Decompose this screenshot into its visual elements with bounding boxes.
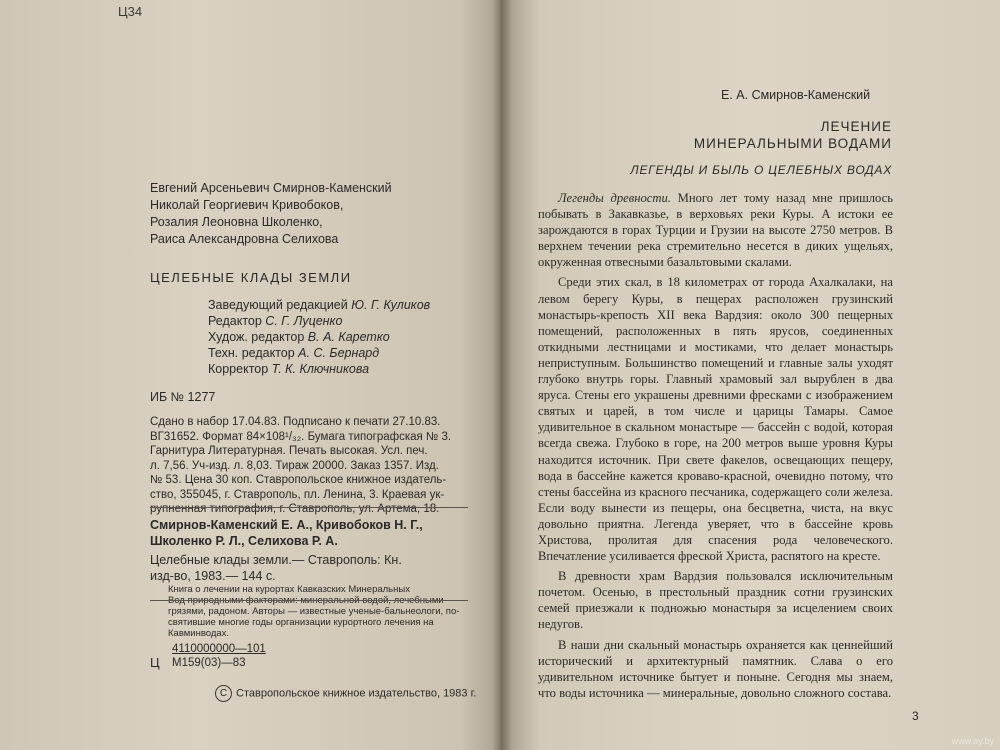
- imprint-line: № 53. Цена 30 коп. Ставропольское книжное издатель-: [150, 474, 447, 486]
- catalog-authors: [150, 517, 423, 549]
- chapter-heading: [694, 118, 892, 152]
- ib-number: ИБ № 1277: [150, 390, 216, 404]
- index-code-top: 4110000000—101: [172, 643, 266, 655]
- credit-line: [208, 345, 430, 361]
- chapter-heading-line: ЛЕЧЕНИЕ: [820, 119, 892, 134]
- author-line: Раиса Александровна Селихова: [150, 232, 339, 246]
- corner-mark: Ц34: [118, 4, 143, 19]
- index-code: [172, 642, 266, 670]
- page-number: 3: [912, 709, 919, 723]
- copyright-text: Ставропольское книжное издательство, 1983 г.: [236, 687, 477, 700]
- catalog-title-line: Целебные клады земли.— Ставрополь: Кн.: [150, 553, 402, 567]
- credit-line: [208, 329, 430, 345]
- watermark: www.ay.by: [951, 736, 994, 746]
- annotation-line: Вод природными факторами: минеральной водой, лечебными: [168, 595, 444, 606]
- annotation-block: [168, 584, 459, 639]
- credit-line: [208, 313, 430, 329]
- imprint-line: рупненная типография, г. Ставрополь, ул. Артема, 18.: [150, 503, 440, 515]
- credit-name: С. Г. Луценко: [265, 314, 343, 328]
- annotation-line: грязями, радоном. Авторы — известные ученые-бальнеологи, по-: [168, 606, 460, 617]
- credit-name: А. С. Бернард: [298, 346, 380, 360]
- divider: [150, 507, 468, 508]
- credit-role: Заведующий редакцией: [208, 298, 348, 312]
- copyright-line: [215, 685, 476, 702]
- credit-line: [208, 297, 430, 313]
- credit-role: Худож. редактор: [208, 330, 305, 344]
- annotation-line: Книга о лечении на курортах Кавказских Минеральных: [168, 584, 410, 595]
- paragraph: [538, 190, 893, 270]
- paragraph-lead: Легенды древности.: [558, 191, 671, 205]
- index-code-bottom: М159(03)—83: [172, 657, 246, 669]
- paragraph-text: Много лет тому назад мне пришлось побывать в Закавказье, в верховьях реки Куры. А истоки ее зарождаются в горах Турции и Грузии на высоте 2750 метров. В верхнем течении река стремительно несется в диких ущельях, окруженная отвесными базальтовыми скалами.: [538, 191, 893, 270]
- divider: [150, 600, 468, 601]
- catalog-author-line: Смирнов-Каменский Е. А., Кривобоков Н. Г.,: [150, 518, 423, 532]
- paragraph: Среди этих скал, в 18 километрах от города Ахалкалаки, на левом берегу Куры, в пещерах расположен грузинский монастырь-крепость XII века Вардзия: около 300 пещерных помещений, расположенных в пять ярусов, соединенных откидными лестницами и мостиками, что делает монастырь неприступным. Большинство помещений и главные залы уходят глубоко внутрь горы. Главный храмовый зал вырублен в два яруса. Стены его украшены древними фресками с изображением святых и царей, в том числе и царицы Тамары. Самое удивительное в скальном монастыре — бассейн с водой, которая всегда свежа. Глубоко в горе, на 200 метров выше уровня Куры находится источник. При свете факелов, освещающих пещеру, вода в бассейне кажется кроваво-красной, очевидно потому, что стены бассейна из красного песчаника, содержащего соли железа. Если воду вынести из пещеры, она бесцветна, чиста, на вкус довольно приятна. Легенда уверяет, что в бассейне кровь Христова, пролитая для спасения рода человеческого. Впечатление усиливается фреской Христа, распятого на кресте.: [538, 275, 893, 564]
- chapter-heading-line: МИНЕРАЛЬНЫМИ ВОДАМИ: [693, 136, 892, 151]
- credit-name: Ю. Г. Куликов: [351, 298, 431, 312]
- credit-name: В. А. Каретко: [307, 330, 390, 344]
- annotation-line: святившие многие годы организации курортного лечения на: [168, 617, 434, 628]
- body-text: [538, 190, 893, 701]
- catalog-title: [150, 552, 402, 584]
- credit-line: [208, 361, 430, 377]
- catalog-title-line: изд-во, 1983.— 144 с.: [150, 569, 276, 583]
- index-letter: Ц: [150, 655, 160, 670]
- imprint-block: [150, 415, 451, 517]
- annotation-line: Кавминводах.: [168, 628, 230, 639]
- credit-role: Редактор: [208, 314, 262, 328]
- chapter-author: Е. А. Смирнов-Каменский: [721, 88, 871, 102]
- imprint-line: л. 7,56. Уч-изд. л. 8,03. Тираж 20000. Заказ 1357. Изд.: [150, 459, 439, 472]
- author-line: Евгений Арсеньевич Смирнов-Каменский: [150, 181, 392, 195]
- credit-role: Техн. редактор: [208, 346, 295, 360]
- imprint-line: Гарнитура Литературная. Печать высокая. Усл. печ.: [150, 445, 428, 457]
- imprint-line: ство, 355045, г. Ставрополь, пл. Ленина, 3. Краевая ук-: [150, 488, 445, 501]
- credits-block: [208, 297, 430, 377]
- paragraph: В наши дни скальный монастырь охраняется как ценнейший исторический и архитектурный памятник. Слава о его удивительном источнике бытует и поныне. Сегодня мы знаем, что воды источника — минеральные, довольно сложного состава.: [538, 637, 893, 700]
- book-gutter: [492, 0, 512, 750]
- imprint-line: ВГ31652. Формат 84×108¹/₃₂. Бумага типографская № 3.: [150, 430, 452, 443]
- author-line: Розалия Леоновна Школенко,: [150, 215, 323, 229]
- catalog-author-line: Школенко Р. Л., Селихова Р. А.: [150, 534, 338, 548]
- credit-role: Корректор: [208, 362, 269, 376]
- credit-name: Т. К. Ключникова: [271, 362, 370, 376]
- book-title: ЦЕЛЕБНЫЕ КЛАДЫ ЗЕМЛИ: [150, 270, 352, 285]
- imprint-line: Сдано в набор 17.04.83. Подписано к печати 27.10.83.: [150, 416, 441, 428]
- author-line: Николай Георгиевич Кривобоков,: [150, 198, 344, 212]
- section-heading: ЛЕГЕНДЫ И БЫЛЬ О ЦЕЛЕБНЫХ ВОДАХ: [630, 163, 892, 177]
- authors-block: [150, 180, 392, 248]
- paragraph: В древности храм Вардзия пользовался исключительным почетом. Осенью, в престольный праздник сотни грузинских семей приезжали к подножью монастыря за исцелением своих недугов.: [538, 569, 893, 632]
- copyright-icon: C: [215, 685, 232, 702]
